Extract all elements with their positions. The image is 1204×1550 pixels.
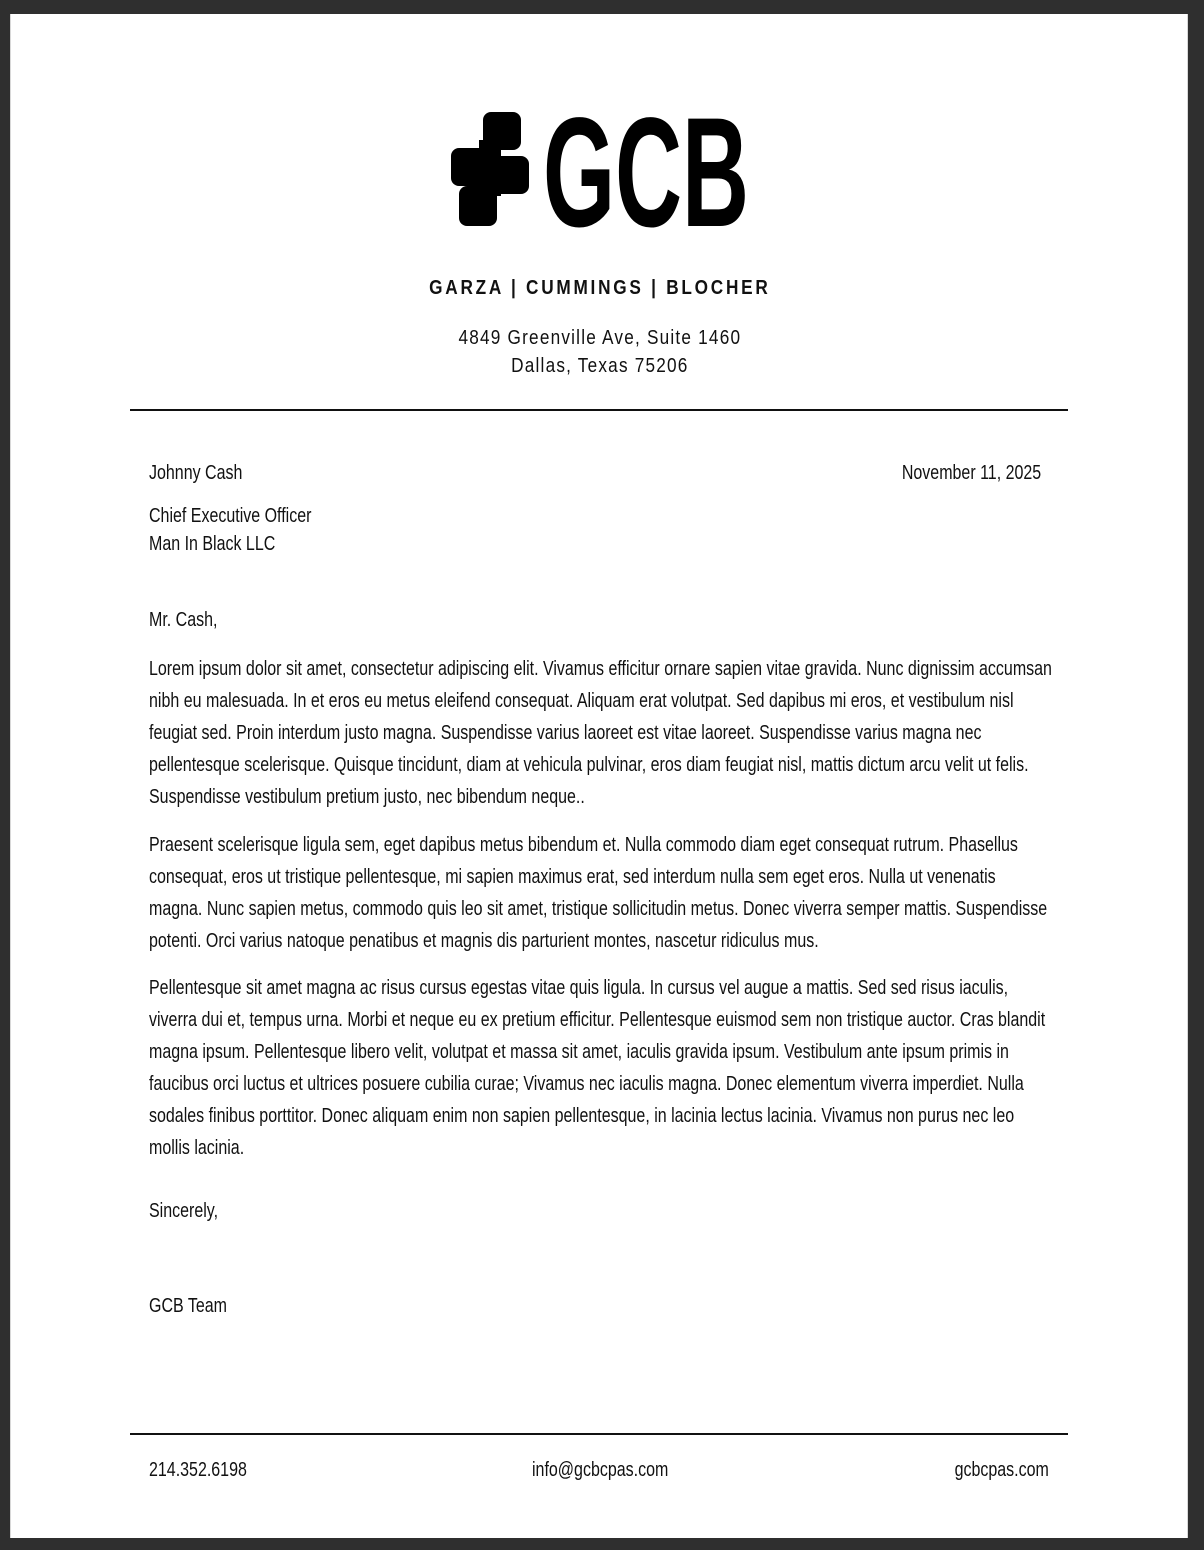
footer-divider (130, 1433, 1068, 1435)
signature: GCB Team (149, 1295, 227, 1317)
gcb-logo (451, 86, 751, 260)
letter-date: November 11, 2025 (901, 462, 1041, 484)
firm-name: GARZA | CUMMINGS | BLOCHER (429, 277, 771, 299)
paragraph-3: Pellentesque sit amet magna ac risus cursus egestas vitae quis ligula. In cursus vel augue a mattis. Sed sed risus iaculis, viverra dui et, tempus urna. Morbi et neque eu ex pretium efficitur. Pellentesque euismod sem non tristique auctor. Cras blandit magna ipsum. Pellentesque libero velit, volutpat et massa sit amet, iaculis gravida ipsum. Vestibulum ante ipsum primis in faucibus orci luctus et ultrices posuere cubilia curae; Vivamus nec iaculis magna. Donec elementum viverra imperdiet. Nulla sodales finibus porttitor. Donec aliquam enim non sapien pellentesque, in lacinia lectus lacinia. Vivamus non purus nec leo mollis lacinia. (149, 977, 1046, 1159)
salutation: Mr. Cash, (149, 609, 218, 631)
logo-wordmark: GCB (543, 86, 749, 260)
recipient-company: Man In Black LLC (149, 533, 276, 555)
logo-cross-mark (451, 112, 529, 226)
header-divider (130, 409, 1068, 411)
address-line-2: Dallas, Texas 75206 (511, 355, 689, 377)
footer-website: gcbcpas.com (954, 1459, 1049, 1481)
paragraph-1: Lorem ipsum dolor sit amet, consectetur adipiscing elit. Vivamus efficitur ornare sapien vitae gravida. Nunc dignissim accumsan nibh eu malesuada. In et eros eu metus eleifend consequat. Aliquam erat volutpat. Sed dapibus mi eros, et vestibulum nisl feugiat sed. Proin interdum justo magna. Suspendisse varius laoreet est vitae laoreet. Suspendisse varius magna nec pellentesque scelerisque. Quisque tincidunt, diam at vehicula pulvinar, eros diam feugiat nisl, mattis dictum arcu velit ut felis. Suspendisse vestibulum pretium justo, nec bibendum neque.. (149, 658, 1052, 808)
footer-email: info@gcbcpas.com (532, 1459, 669, 1481)
recipient-name: Johnny Cash (149, 462, 243, 484)
paragraph-2: Praesent scelerisque ligula sem, eget dapibus metus bibendum et. Nulla commodo diam eget consequat rutrum. Phasellus consequat, eros ut tristique pellentesque, mi sapien maximus erat, sed interdum nulla sem eget eros. Nulla ut venenatis magna. Nunc sapien metus, commodo quis leo sit amet, tristique sollicitudin metus. Donec viverra semper mattis. Suspendisse potenti. Orci varius natoque penatibus et magnis dis parturient montes, nascetur ridiculus mus. (149, 834, 1048, 952)
recipient-title: Chief Executive Officer (149, 505, 312, 527)
letterhead-page (10, 14, 1188, 1538)
closing: Sincerely, (149, 1200, 219, 1222)
address-line-1: 4849 Greenville Ave, Suite 1460 (458, 327, 742, 349)
footer-phone: 214.352.6198 (149, 1459, 247, 1481)
firm-address (93, 324, 1106, 380)
